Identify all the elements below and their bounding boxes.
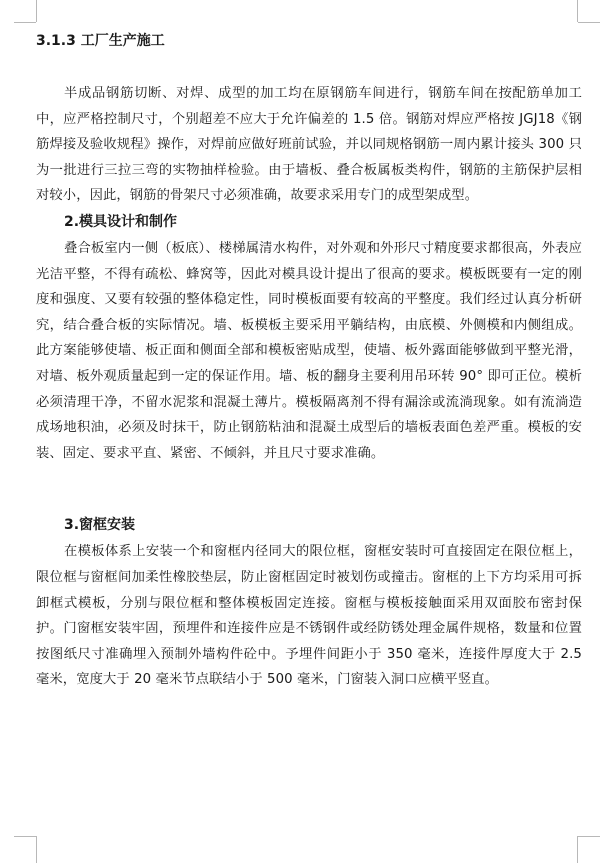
paragraph-window-frame: 在模板体系上安装一个和窗框内径同大的限位框，窗框安装时可直接固定在限位框上，限位框与窗框间加柔性橡胶垫层，防止窗框固定时被划伤或撞击。窗框的上下方均采用可拆卸框式模板，分别与限位框和整体模板固定连接。窗框与模板接触面采用双面胶布密封保护。门窗框安装牢固，预埋件和连接件应是不锈钢件或经防锈处理金属件规格，数量和位置按图纸尺寸准确埋入预制外墙构件砼中。予埋件间距小于 350 毫米，连接件厚度大于 2.5 毫米，宽度大于 20 毫米节点联结小于 500 毫米，门窗装入洞口应横平竖直。: [36, 544, 582, 688]
crop-mark-top-left-horizontal: [14, 22, 36, 23]
spacer: [36, 52, 582, 81]
spacer: [36, 466, 582, 514]
section-heading-mold-design: 2.模具设计和制作: [64, 213, 178, 230]
paragraph-factory-production: 半成品钢筋切断、对焊、成型的加工均在原钢筋车间进行，钢筋车间在按配筋单加工中，应严格控制尺寸，个别超差不应大于允许偏差的 1.5 倍。钢筋对焊应严格按 JGJ18《钢筋焊接及验收规程》操作，对焊前应做好班前试验，并以同规格钢筋一周内累计接头 300 只为一批进行三拉三弯的实物抽样检验。由于墙板、叠合板属板类构件，钢筋的主筋保护层相对较小，因此，钢筋的骨架尺寸必须准确，故要求采用专门的成型架成型。: [36, 86, 582, 204]
crop-mark-bottom-left-horizontal: [14, 836, 36, 837]
crop-mark-bottom-right-horizontal: [578, 836, 600, 837]
crop-mark-top-right-vertical: [577, 0, 578, 22]
section-heading-window-frame: 3.窗框安装: [64, 517, 136, 534]
crop-mark-top-right-horizontal: [578, 22, 600, 23]
section-heading-3-1-3: 3.1.3 工厂生产施工: [36, 33, 165, 49]
crop-mark-bottom-right-vertical: [577, 836, 578, 863]
paragraph-mold-design: 叠合板室内一侧（板底）、楼梯属清水构件，对外观和外形尺寸精度要求都很高，外表应光洁平整，不得有疏松、蜂窝等，因此对模具设计提出了很高的要求。模板既要有一定的刚度和强度、又要有较强的整体稳定性，同时模板面要有较高的平整度。我们经过认真分析研究，结合叠合板的实际情况。墙、板模板主要采用平躺结构，由底模、外侧模和内侧组成。此方案能够使墙、板正面和侧面全部和模板密贴成型，使墙、板外露面能够做到平整光滑，对墙、板外观质量起到一定的保证作用。墙、板的翻身主要利用吊环转 90° 即可正位。模析必须清理干净，不留水泥浆和混凝土薄片。模板隔离剂不得有漏涂或流淌现象。如有流淌造成场地积油，必须及时抹干，防止钢筋粘油和混凝土成型后的墙板表面色差严重。模板的安装、固定、要求平直、紧密、不倾斜，并且尺寸要求准确。: [36, 240, 582, 461]
crop-mark-top-left-vertical: [36, 0, 37, 22]
document-body: [36, 30, 582, 693]
crop-mark-bottom-left-vertical: [36, 836, 37, 863]
